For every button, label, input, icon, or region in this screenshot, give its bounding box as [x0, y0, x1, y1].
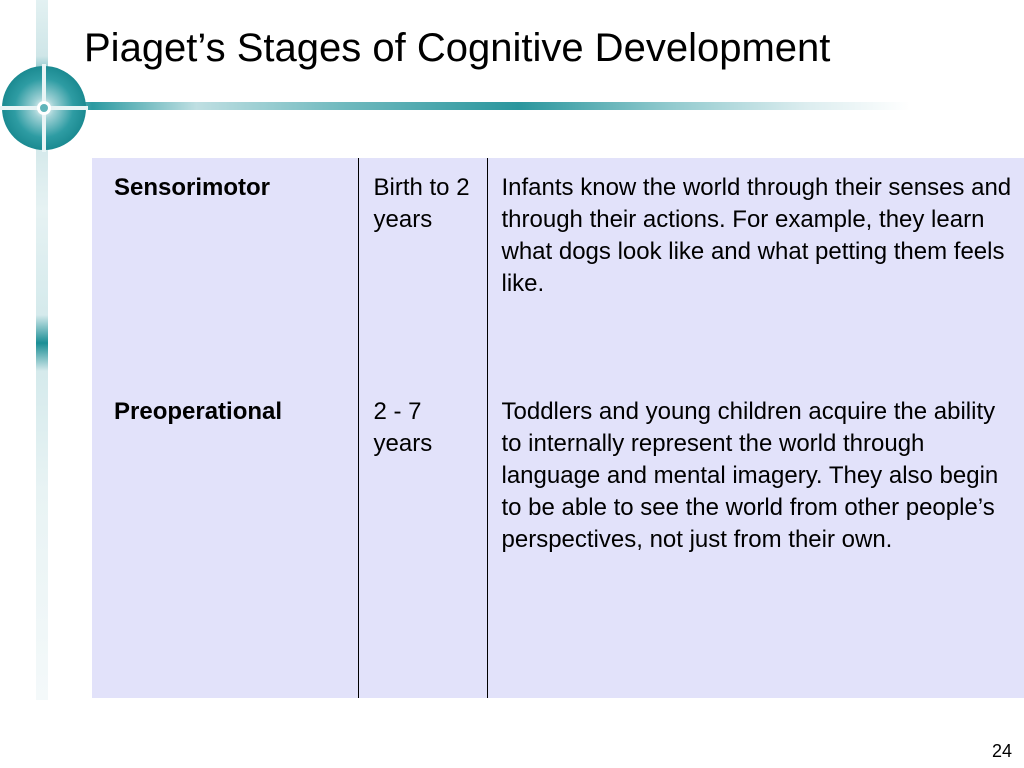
slide-title: Piaget’s Stages of Cognitive Development [84, 26, 831, 70]
age-range-cell: Birth to 2 years [358, 158, 487, 396]
page-number: 24 [991, 741, 1012, 761]
stage-name-cell: Preoperational [114, 398, 283, 425]
stages-table [92, 158, 1024, 698]
table-row [92, 158, 1024, 396]
description-cell: Toddlers and young children acquire the ability to internally represent the world through language and mental imagery. They also begin to be able to see the world from other people’s perspectives, not just from their own. [487, 396, 1024, 698]
age-range-cell: 2 - 7 years [358, 396, 487, 698]
table-row [92, 396, 1024, 698]
decorative-orb-icon [0, 64, 88, 152]
stage-name-cell: Sensorimotor [114, 174, 271, 201]
description-cell: Infants know the world through their senses and through their actions. For example, they learn what dogs look like and what petting them feels like. [487, 158, 1024, 396]
title-underline [40, 102, 910, 110]
